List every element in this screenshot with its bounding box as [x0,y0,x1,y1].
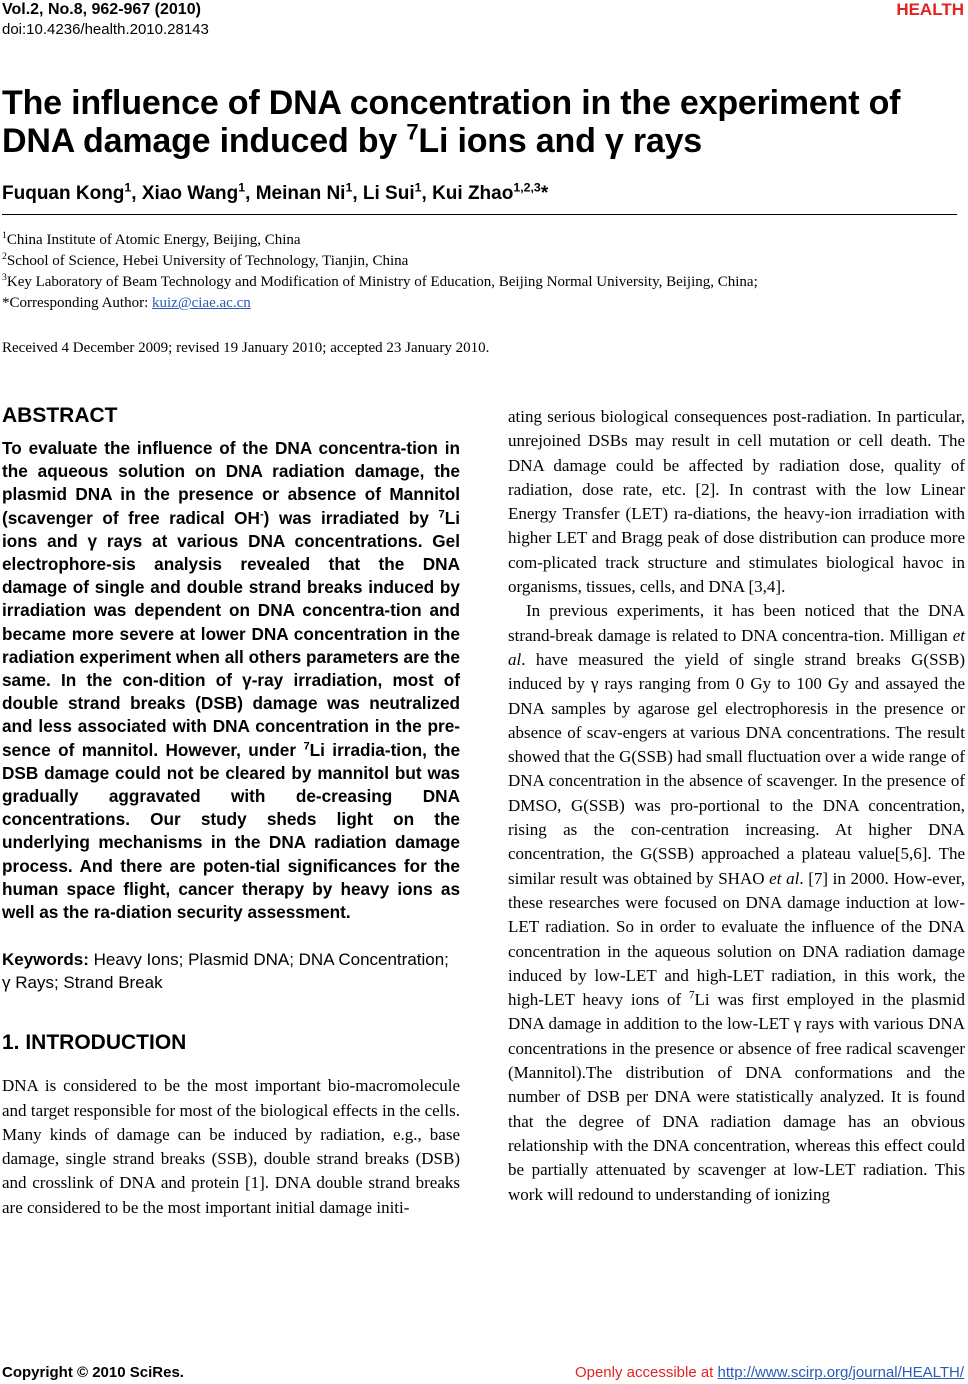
affiliations [2,230,758,314]
abstract-sup: - [259,507,264,520]
title-divider [2,214,957,215]
affiliation-number: 3 [2,272,7,283]
body-sup: 7 [688,989,695,1002]
right-column [508,405,965,1207]
author-affil: 1 [414,180,422,195]
title-line-1: The influence of DNA concentration in the experiment of [2,84,901,122]
journal-volume: Vol.2, No.8, 962-967 (2010) [2,1,201,18]
abstract-sup: 7 [438,507,445,520]
author-affil: 1,2,3 [513,180,541,195]
corresponding-author [2,293,758,314]
affiliation-text: China Institute of Atomic Energy, Beijing, China [6,232,301,248]
introduction-heading: 1. INTRODUCTION [2,1031,187,1055]
affiliation-text: School of Science, Hebei University of Technology, Tianjin, China [6,253,409,269]
corresponding-label: *Corresponding Author: [2,295,152,311]
received-dates: Received 4 December 2009; revised 19 January 2010; accepted 23 January 2010. [2,340,490,356]
author-separator: , [131,183,142,204]
access-text: Openly accessible at [574,1364,718,1381]
abstract-sup: 7 [303,739,310,752]
author-affil: 1 [124,180,132,195]
copyright: Copyright © 2010 SciRes. [2,1364,184,1381]
title-line-2a: DNA damage induced by [2,122,407,160]
introduction-paragraph: DNA is considered to be the most important bio-macromolecule and target responsible for most of the biological effects in the cells. Many kinds of damage can be induced by radiation, e.g., base damage, single strand breaks (SSB), double strand breaks (DSB) and crosslink of DNA and protein [1]. DNA double strand breaks are considered to be the most important initial damage initi- [2,1076,460,1217]
et-al: et al [769,868,800,888]
doi: doi:10.4236/health.2010.28143 [2,21,209,38]
et-al: et al [508,625,965,669]
abstract-text [2,437,460,924]
author-name: Li Sui [362,183,415,204]
affiliation [2,230,758,251]
affiliation [2,251,758,272]
author-name: Meinan Ni [255,183,346,204]
abstract-part: Li ions and γ rays at various DNA concentrations. Gel electrophore-sis analysis revealed that the DNA damage of single and double strand breaks induced by irradiation was dependent on DNA concentra-tion and became more severe at lower DNA concentration in the radiation experiment when all others parameters are the same. In the con-dition of γ-ray irradiation, most of double strand breaks (DSB) damage was neutralized and less associated with DNA concentration in the pre-sence of mannitol. However, under [2,507,460,760]
affiliation-number: 1 [2,230,7,241]
author-separator: , [421,183,433,204]
corresponding-email-link[interactable]: kuiz@ciae.ac.cn [152,295,251,311]
open-access-notice [575,1364,964,1382]
author-separator: , [245,183,256,204]
affiliation [2,272,758,293]
author-list [2,182,548,206]
keywords-list: Heavy Ions; Plasmid DNA; DNA Concentration; γ Rays; Strand Break [2,950,449,993]
abstract-part: ) was irradiated by [263,507,439,528]
author-affil: 1 [238,180,246,195]
affiliation-number: 2 [2,251,7,262]
author-separator: * [540,183,549,204]
affiliation-text: Key Laboratory of Beam Technology and Modification of Ministry of Education, Beijing Normal University, Beijing, China; [6,274,758,290]
abstract-part: To evaluate the influence of the DNA concentra-tion in the aqueous solution on DNA radiation damage, the plasmid DNA in the presence or absence of Mannitol (scavenger of free radical OH [2,438,460,528]
abstract-part: Li irradia-tion, the DSB damage could not be cleared by mannitol but was gradually aggravated with de-creasing DNA concentrations. Our study sheds light on the underlying mechanisms in the DNA radiation damage process. And there are poten-tial significances for the human space flight, cancer therapy by heavy ions as well as the ra-diation security assessment. [2,739,460,923]
body-part: Li was first employed in the plasmid DNA damage in addition to the low-LET γ rays with various DNA concentrations in the presence or absence of free radical scavenger (Mannitol).The distribution of DNA conformations and the number of DSB per DNA were statistically analyzed. It is found that the degree of DNA radiation damage has an obvious relationship with the DNA concentration, whereas this effect could be partially attenuated by scavenger at low-LET radiation. This work will redound to understanding of ionizing [508,990,965,1204]
author-name: Kui Zhao [432,183,514,204]
body-paragraph [508,599,965,1206]
author-affil: 1 [345,180,353,195]
title-superscript: 7 [406,119,419,145]
body-part: . [7] in 2000. How-ever, these researches were focused on DNA damage induction at low-LET radiation. So in order to evaluate the influence of the DNA concentration in the aqueous solution on DNA radiation damage induced by low-LET and high-LET radiation, in this work, the high-LET heavy ions of [508,868,965,1010]
left-column [2,400,460,1220]
paper-title [2,84,966,160]
keywords-label: Keywords: [2,950,89,970]
author-name: Fuquan Kong [2,183,125,204]
body-paragraph: ating serious biological consequences post-radiation. In particular, unrejoined DSBs may result in cell mutation or cell death. The DNA damage could be affected by radiation dose, quality of radiation, dose rate, etc. [2]. In contrast with the low Linear Energy Transfer (LET) ra-diations, the heavy-ion irradiation with higher LET and Bragg peak of dose distribution can produce more com-plicated track structure and stimulates biological havoc in organisms, tissues, cells, and DNA [3,4]. [508,407,965,597]
journal-url-link[interactable]: http://www.scirp.org/journal/HEALTH/ [717,1364,964,1381]
journal-name: HEALTH [896,0,964,19]
title-line-2b: Li ions and γ rays [418,122,703,160]
keywords [2,948,460,994]
body-part: . have measured the yield of single strand breaks G(SSB) induced by γ rays ranging from 0 Gy to 100 Gy and assayed the DNA samples by agarose gel electrophoresis in the presence or absence of scav-engers at various DNA concentrations. The result showed that the G(SSB) had small fluctuation over a wide range of DNA concentration in the absence of scavenger. In the presence of DMSO, G(SSB) was pro-portional to the DNA concentration, rising as the con-centration increasing. At higher DNA concentration, the G(SSB) approached a plateau value[5,6]. The similar result was obtained by SHAO [508,649,965,888]
body-part: In previous experiments, it has been noticed that the DNA strand-break damage is related to DNA concentra-tion. Milligan [508,601,965,645]
abstract-heading: ABSTRACT [2,404,118,427]
author-name: Xiao Wang [141,183,239,204]
author-separator: , [352,183,363,204]
